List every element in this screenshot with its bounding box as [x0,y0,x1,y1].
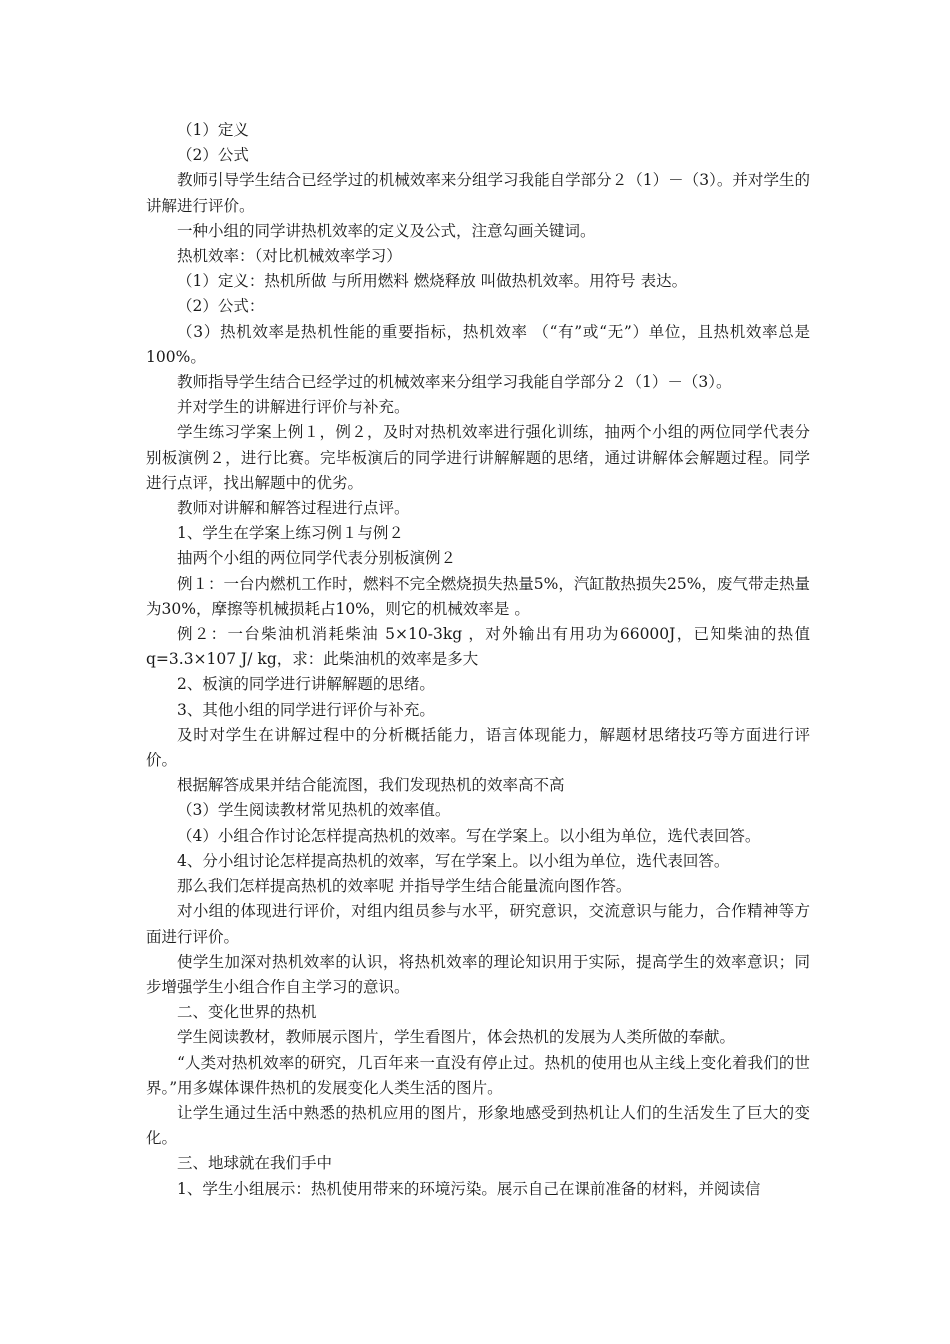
paragraph: （1）定义 [177,121,249,139]
paragraph: “人类对热机效率的研究，几百年来一直没有停止过。热机的使用也从主线上变化着我们的世界。”用多媒体课件热机的发展变化人类生活的图片。 [146,1053,810,1097]
paragraph: 学生阅读教材，教师展示图片，学生看图片，体会热机的发展为人类所做的奉献。 [177,1028,736,1047]
paragraph: 4、分小组讨论怎样提高热机的效率，写在学案上。以小组为单位，选代表回答。 [177,851,730,870]
section-heading: 二、变化世界的热机 [177,1003,317,1022]
paragraph: 教师引导学生结合已经学过的机械效率来分组学习我能自学部分２（1）－（3）。并对学生的讲解进行评价。 [146,171,810,215]
paragraph: （4）小组合作讨论怎样提高热机的效率。写在学案上。以小组为单位，选代表回答。 [177,826,761,845]
paragraph: 例１：一台内燃机工作时，燃料不完全燃烧损失热量5%，汽缸散热损失25%，废气带走热量为30%，摩擦等机械损耗占10%，则它的机械效率是 。 [146,574,810,618]
paragraph: （2）公式 [177,146,249,165]
document-page [146,118,810,1202]
paragraph: 3、其他小组的同学进行评价与补充。 [177,700,435,719]
paragraph: 教师对讲解和解答过程进行点评。 [177,499,410,518]
paragraph: 及时对学生在讲解过程中的分析概括能力，语言体现能力，解题材思绪技巧等方面进行评价。 [146,725,810,770]
paragraph: （3）热机效率是热机性能的重要指标，热机效率 （“有”或“无”）单位，且热机效率总是 100%。 [146,322,810,366]
paragraph: （1）定义：热机所做 与所用燃料 燃烧释放 叫做热机效率。用符号 表达。 [177,272,688,291]
paragraph: 1、学生小组展示：热机使用带来的环境污染。展示自己在课前准备的材料，并阅读信 [177,1179,761,1198]
paragraph: 那么我们怎样提高热机的效率呢 并指导学生结合能量流向图作答。 [177,877,632,896]
paragraph: 抽两个小组的两位同学代表分别板演例２ [177,549,457,568]
paragraph: 教师指导学生结合已经学过的机械效率来分组学习我能自学部分２（1）－（3）。 [177,373,732,392]
paragraph: 2、板演的同学进行讲解解题的思绪。 [177,675,435,694]
paragraph: 一种小组的同学讲热机效率的定义及公式，注意勾画关键词。 [177,221,596,240]
paragraph: 根据解答成果并结合能流图，我们发现热机的效率高不高 [177,776,565,795]
paragraph: 让学生通过生活中熟悉的热机应用的图片，形象地感受到热机让人们的生活发生了巨大的变化。 [146,1103,810,1148]
paragraph: 对小组的体现进行评价，对组内组员参与水平，研究意识，交流意识与能力，合作精神等方面进行评价。 [146,902,810,946]
paragraph: （2）公式： [177,297,265,316]
paragraph: 使学生加深对热机效率的认识，将热机效率的理论知识用于实际，提高学生的效率意识；同步增强学生小组合作自主学习的意识。 [146,952,810,996]
paragraph: 1、学生在学案上练习例１与例２ [177,524,404,543]
paragraph: （3）学生阅读教材常见热机的效率值。 [177,801,451,820]
section-heading: 三、地球就在我们手中 [177,1154,333,1173]
paragraph: 并对学生的讲解进行评价与补充。 [177,398,410,417]
paragraph: 例２：一台柴油机消耗柴油 5×10-3kg ，对外输出有用功为66000J，已知柴油的热值q=3.3×107 J/ kg，求：此柴油机的效率是多大 [146,625,810,669]
paragraph: 学生练习学案上例１，例２，及时对热机效率进行强化训练，抽两个小组的两位同学代表分别板演例２，进行比赛。完毕板演后的同学进行讲解解题的思绪，通过讲解体会解题过程。同学进行点评，找出解题中的优劣。 [146,423,810,492]
paragraph: 热机效率：（对比机械效率学习） [177,247,402,266]
